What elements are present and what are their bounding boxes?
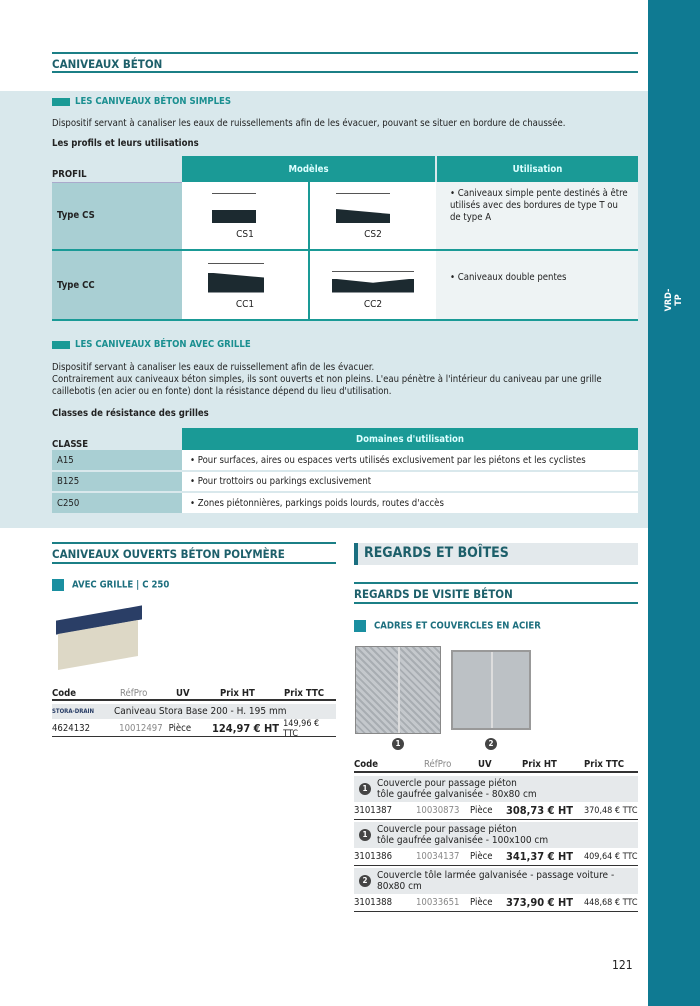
model-label: CS1 xyxy=(236,229,254,240)
section-title: CANIVEAUX BÉTON xyxy=(52,57,163,71)
profils-table xyxy=(52,156,638,321)
simples-heading xyxy=(52,96,231,107)
profil-type: Type CC xyxy=(52,250,182,320)
regards-subtitle-text: CADRES ET COUVERCLES EN ACIER xyxy=(374,620,541,632)
marker-1-icon: 1 xyxy=(392,738,404,750)
regards-subtitle xyxy=(354,620,541,632)
prix-ht: 341,37 € HT xyxy=(506,850,573,863)
col-uv: UV xyxy=(176,687,190,699)
grille-heading xyxy=(52,339,251,350)
classe-cell: B125 xyxy=(52,471,182,492)
regards-items xyxy=(354,776,638,912)
model-cc1 xyxy=(182,250,309,320)
product-name-line2: tôle gaufrée galvanisée - 100x100 cm xyxy=(377,835,549,846)
refpro: 10033651 xyxy=(416,897,460,908)
product-name-line1: Couvercle pour passage piéton xyxy=(377,778,517,789)
header-modeles: Modèles xyxy=(182,156,436,182)
product-row xyxy=(354,802,638,820)
simples-subtitle: Les profils et leurs utilisations xyxy=(52,138,199,149)
regards-table-header xyxy=(354,758,638,773)
prix-ht: 373,90 € HT xyxy=(506,896,573,909)
product-item xyxy=(354,822,638,866)
square-bullet-icon xyxy=(52,579,64,591)
col-prixttc: Prix TTC xyxy=(284,687,325,699)
table-row xyxy=(52,450,638,471)
square-bullet-icon xyxy=(52,98,70,106)
product-title xyxy=(354,822,638,848)
utilisation-text: • Caniveaux simple pente destinés à être utilisés avec des bordures de type T ou de type A xyxy=(436,182,638,250)
classe-cell: A15 xyxy=(52,450,182,471)
sidebar-label: VRD-TP xyxy=(664,288,684,312)
uv: Pièce xyxy=(470,805,493,816)
prix-ttc: 448,68 € TTC xyxy=(584,897,638,908)
prix-ht: 124,97 € HT xyxy=(212,722,280,735)
square-bullet-icon xyxy=(52,341,70,349)
polymere-title: CANIVEAUX OUVERTS BÉTON POLYMÈRE xyxy=(52,547,285,561)
refpro: 10012497 xyxy=(119,723,163,734)
utilisation-text: • Caniveaux double pentes xyxy=(436,250,638,320)
code: 4624132 xyxy=(52,723,91,734)
table-row xyxy=(52,182,638,250)
divider xyxy=(354,582,638,584)
simples-desc: Dispositif servant à canaliser les eaux de ruissellements afin de les évacuer, pouvant se situer en bordure de chaussée. xyxy=(52,118,566,129)
divider xyxy=(52,542,336,544)
divider xyxy=(354,602,638,604)
domaine-cell: • Pour trottoirs ou parkings exclusivement xyxy=(182,471,638,492)
table-row xyxy=(52,471,638,492)
marker-2-icon: 2 xyxy=(485,738,497,750)
code: 3101388 xyxy=(354,897,393,908)
product-item xyxy=(354,868,638,912)
marker-icon: 1 xyxy=(359,783,371,795)
product-row-title xyxy=(52,704,336,719)
regards-banner xyxy=(354,543,638,565)
product-row xyxy=(52,718,336,739)
table-row xyxy=(52,492,638,513)
model-label: CC2 xyxy=(363,298,383,310)
product-name-line2: tôle gaufrée galvanisée - 80x80 cm xyxy=(377,789,537,800)
col-code: Code xyxy=(354,759,379,770)
col-refpro: RéfPro xyxy=(120,687,148,699)
product-item xyxy=(354,776,638,820)
regards-section: REGARDS DE VISITE BÉTON xyxy=(354,587,513,601)
caniveau-product-image xyxy=(56,605,142,667)
domaine-cell: • Zones piétonnières, parkings poids lourds, routes d'accès xyxy=(182,492,638,513)
refpro: 10030873 xyxy=(416,805,460,816)
model-label: CS2 xyxy=(364,229,382,240)
square-bullet-icon xyxy=(354,620,366,632)
model-label: CC1 xyxy=(235,298,255,310)
code: 3101386 xyxy=(354,851,393,862)
model-cc2 xyxy=(309,250,436,320)
sidebar-tab xyxy=(648,0,700,1006)
grille-desc xyxy=(52,362,612,398)
prix-ttc: 149,96 € TTC xyxy=(283,718,320,739)
refpro: 10034137 xyxy=(416,851,460,862)
polymere-table-header xyxy=(52,687,336,701)
divider xyxy=(52,52,638,54)
polymere-subtitle xyxy=(52,579,169,591)
marker-icon: 2 xyxy=(359,875,371,887)
divider xyxy=(52,562,336,564)
cover-image-2 xyxy=(451,650,531,730)
page-number: 121 xyxy=(612,958,633,972)
product-title xyxy=(354,868,638,894)
regards-title: REGARDS ET BOÎTES xyxy=(364,545,509,561)
domaine-cell: • Pour surfaces, aires ou espaces verts utilisés exclusivement par les piétons et les cyclistes xyxy=(182,450,638,471)
product-name-line2: 80x80 cm xyxy=(377,881,422,892)
divider xyxy=(52,71,638,73)
grille-title: LES CANIVEAUX BÉTON AVEC GRILLE xyxy=(75,339,251,350)
col-prixht: Prix HT xyxy=(522,759,557,770)
marker-icon: 1 xyxy=(359,829,371,841)
model-cs2 xyxy=(309,182,436,250)
header-profil: PROFIL xyxy=(52,156,182,182)
uv: Pièce xyxy=(168,723,192,734)
classes-table xyxy=(52,428,638,513)
col-code: Code xyxy=(52,687,77,699)
product-name: Caniveau Stora Base 200 - H. 195 mm xyxy=(114,706,287,717)
header-classe: CLASSE xyxy=(52,439,89,450)
brand-logo: STORA-DRAIN xyxy=(52,708,95,715)
col-refpro: RéfPro xyxy=(424,759,452,770)
prix-ttc: 370,48 € TTC xyxy=(584,805,638,816)
col-uv: UV xyxy=(478,759,492,770)
product-title xyxy=(354,776,638,802)
profile-drawing xyxy=(200,261,290,299)
profil-type: Type CS xyxy=(52,182,182,250)
cover-image-1 xyxy=(355,646,441,734)
profile-drawing xyxy=(200,191,290,229)
simples-title: LES CANIVEAUX BÉTON SIMPLES xyxy=(75,96,232,107)
product-name-line1: Couvercle pour passage piéton xyxy=(377,824,517,835)
product-row xyxy=(354,894,638,912)
model-cs1 xyxy=(182,182,309,250)
grille-desc-2: Contrairement aux caniveaux béton simples, ils sont ouverts et non pleins. L'eau pénètre à l'intérieur du caniveau par une grille caillebotis (en acier ou en fonte) dont la résistance dépend du lieu d'utilisation. xyxy=(52,374,602,397)
grille-desc-1: Dispositif servant à canaliser les eaux de ruissellement afin de les évacuer. xyxy=(52,362,375,373)
grille-subtitle: Classes de résistance des grilles xyxy=(52,408,209,419)
classe-cell: C250 xyxy=(52,492,182,513)
profile-drawing xyxy=(328,261,418,299)
col-prixttc: Prix TTC xyxy=(584,759,625,770)
polymere-subtitle-text: AVEC GRILLE | C 250 xyxy=(72,579,170,591)
uv: Pièce xyxy=(470,851,493,862)
uv: Pièce xyxy=(470,897,493,908)
header-utilisation: Utilisation xyxy=(436,156,638,182)
prix-ht: 308,73 € HT xyxy=(506,804,573,817)
prix-ttc: 409,64 € TTC xyxy=(584,851,638,862)
product-name-line1: Couvercle tôle larmée galvanisée - passage voiture - xyxy=(377,870,615,881)
header-domaines: Domaines d'utilisation xyxy=(182,428,638,450)
product-row xyxy=(354,848,638,866)
col-prixht: Prix HT xyxy=(220,687,255,699)
table-row xyxy=(52,250,638,320)
code: 3101387 xyxy=(354,805,393,816)
profile-drawing xyxy=(328,191,418,229)
